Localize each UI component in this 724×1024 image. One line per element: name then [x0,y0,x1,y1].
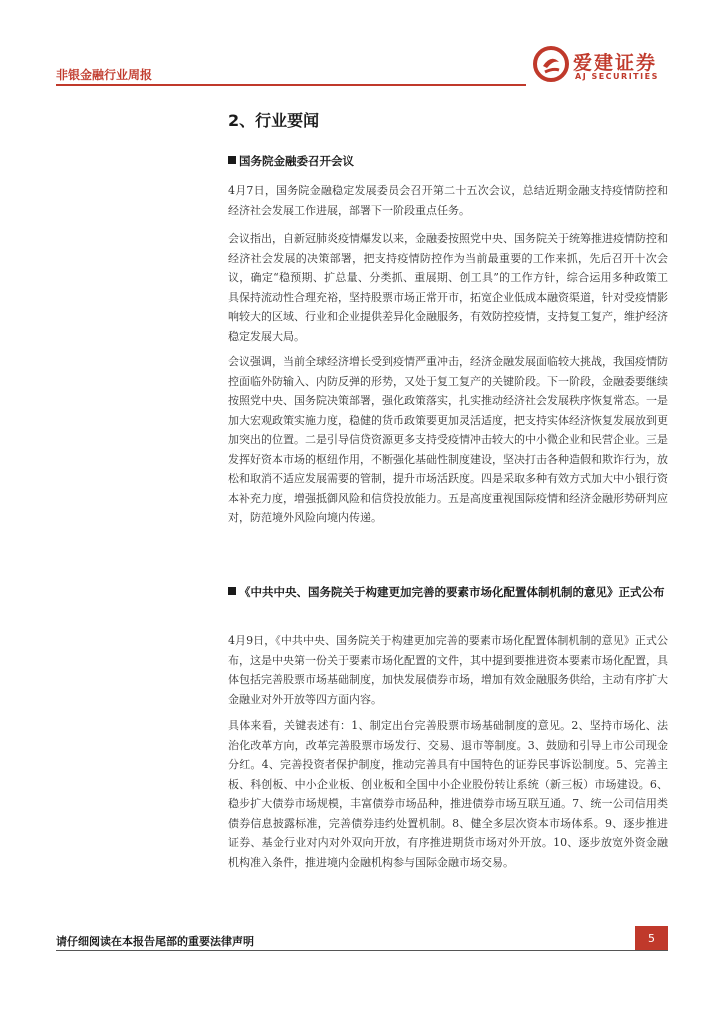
section-title: 2、行业要闻 [228,111,320,130]
news-paragraph: 具体来看，关键表述有：1、制定出台完善股票市场基础制度的意见。2、坚持市场化、法治化改革方向，改革完善股票市场发行、交易、退市等制度。3、鼓励和引导上市公司现金分红。4、完善投资者保护制度，推动完善具有中国特色的证券民事诉讼制度。5、完善主板、科创板、中小企业板、创业板和全国中小企业股份转让系统（新三板）市场建设。6、稳步扩大债券市场规模，丰富债券市场品种，推进债券市场互联互通。7、统一公司信用类债券信息披露标准，完善债券违约处置机制。8、健全多层次资本市场体系。9、逐步推进证券、基金行业对内对外双向开放，有序推进期货市场对外开放。10、逐步放宽外资金融机构准入条件，推进境内金融机构参与国际金融市场交易。 [228,719,668,869]
news-heading [228,152,668,171]
news-paragraph: 会议强调，当前全球经济增长受到疫情严重冲击，经济金融发展面临较大挑战，我国疫情防控面临外防输入、内防反弹的形势，又处于复工复产的关键阶段。下一阶段，金融委要继续按照党中央、国务院决策部署，强化政策落实，扎实推动经济社会发展秩序恢复常态。一是加大宏观政策实施力度，稳健的货币政策要更加灵活适度，把支持实体经济恢复发展放到更加突出的位置。二是引导信贷资源更多支持受疫情冲击较大的中小微企业和民营企业。三是发挥好资本市场的枢纽作用，不断强化基础性制度建设，坚决打击各种造假和欺诈行为，放松和取消不适应发展需要的管制，提升市场活跃度。四是采取多种有效方式加大中小银行资本补充力度，增强抵御风险和信贷投放能力。五是高度重视国际疫情和经济金融形势研判应对，防范境外风险向境内传递。 [228,355,668,524]
footer-divider [56,950,668,951]
legal-notice: 请仔细阅读在本报告尾部的重要法律声明 [56,935,254,948]
news-heading-text: 《中共中央、国务院关于构建更加完善的要素市场化配置体制机制的意见》正式公布 [239,585,665,599]
news-paragraph: 会议指出，自新冠肺炎疫情爆发以来，金融委按照党中央、国务院关于统筹推进疫情防控和经济社会发展的决策部署，把支持疫情防控作为当前最重要的工作来抓，先后召开十次会议，确定“稳预期、扩总量、分类抓、重展期、创工具”的工作方针，综合运用多种政策工具保持流动性合理充裕，坚持股票市场正常开市，拓宽企业低成本融资渠道，针对受疫情影响较大的区域、行业和企业提供差异化金融服务，有效防控疫情，支持复工复产，维护经济稳定发展大局。 [228,232,668,343]
brand-logo [533,46,678,84]
news-paragraph: 4月7日，国务院金融稳定发展委员会召开第二十五次会议，总结近期金融支持疫情防控和经济社会发展工作进展，部署下一阶段重点任务。 [228,184,668,217]
bullet-square-icon [228,587,236,595]
news-heading-text: 国务院金融委召开会议 [239,154,354,168]
header-divider [56,84,526,86]
bullet-square-icon [228,156,236,164]
page-number: 5 [635,926,668,950]
brand-name-cn: 爱建证券 [573,52,658,74]
news-paragraph: 4月9日，《中共中央、国务院关于构建更加完善的要素市场化配置体制机制的意见》正式公布，这是中央第一份关于要素市场化配置的文件，其中提到要推进资本要素市场化配置，具体包括完善股票市场基础制度，加快发展债券市场，增加有效金融服务供给，主动有序扩大金融业对外开放等四方面内容。 [228,634,668,706]
news-heading [228,583,668,602]
report-series-title: 非银金融行业周报 [56,68,153,82]
brand-mark-icon [533,46,569,82]
brand-name-en: AJ SECURITIES [575,72,659,81]
